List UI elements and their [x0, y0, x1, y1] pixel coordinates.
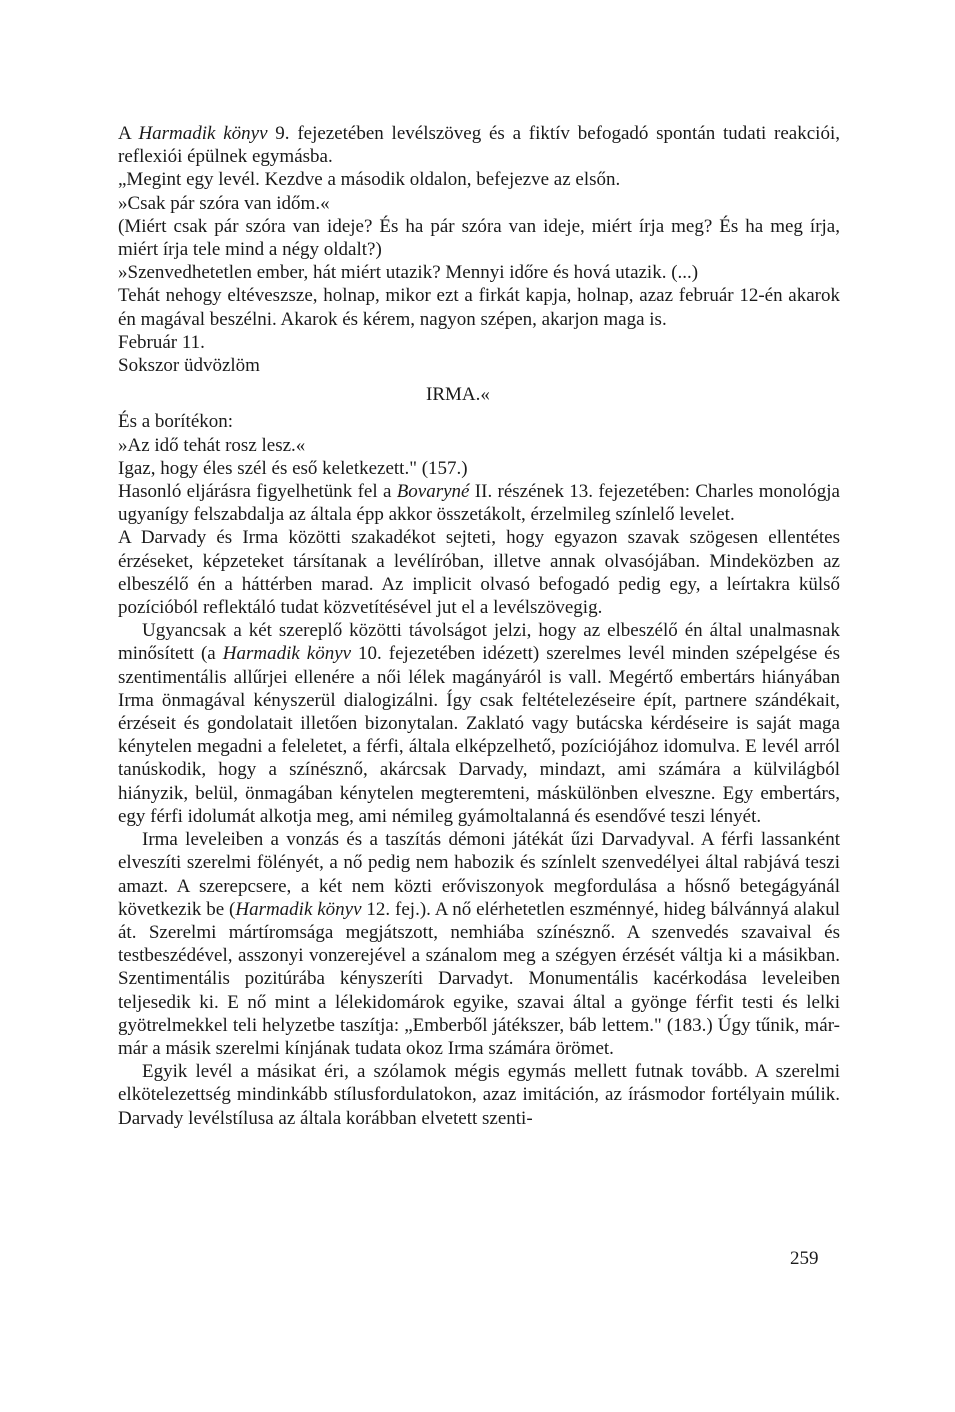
page-number: 259 [790, 1248, 819, 1269]
paragraph: „Megint egy levél. Kezdve a második oldalon, befejezve az elsőn. [118, 169, 621, 191]
italic-title: Harmadik könyv [138, 123, 268, 144]
letter-closing: Sokszor üdvözlöm [118, 355, 260, 377]
paragraph: »Az idő tehát rosz lesz.« [118, 434, 306, 456]
paragraph: (Miért csak pár szóra van ideje? És ha pár szóra van ideje, miért írja meg? És ha meg írja, miért írja tele mind a négy oldalt?) [118, 215, 840, 261]
paragraph: Tehát nehogy eltéveszsze, holnap, mikor ezt a firkát kapja, holnap, azaz február 12-én akarok én magával beszélni. Akarok és kérem, nagyon szépen, akarjon maga is. [118, 285, 840, 330]
paragraph: És a borítékon: [118, 411, 234, 433]
italic-title: Bovaryné [396, 481, 470, 503]
italic-title: Harmadik könyv [222, 643, 352, 665]
italic-title: Harmadik könyv [235, 898, 362, 920]
paragraph: Egyik levél a másikat éri, a szólamok mégis egymás mellett futnak tovább. A szerelmi elkötelezettség mindinkább stílusfordulatokon, azaz imitáción, az írásmodor fortélyain múlik. Darvady levélstílusa az általa korábban elvetett szenti- [118, 1061, 840, 1129]
paragraph: A Harmadik könyv 9. fejezetében levélszöveg és a fiktív befogadó spontán tudati reakciói, reflexiói épülnek egymásba. [118, 123, 840, 168]
paragraph: »Csak pár szóra van időm.« [118, 192, 330, 214]
paragraph: A Darvady és Irma közötti szakadékot sejteti, hogy egyazon szavak szögesen ellentétes érzéseket, képzeteket társítanak a levélíróban, illetve annak olvasójában. Mindeközben az elbeszélő én a háttérben marad. Az implicit olvasó befogadó pedig egy, a leírtakra külső pozícióból reflektáló tudat közvetítésével jut el a levélszövegig. [118, 527, 840, 619]
paragraph: Hasonló eljárásra figyelhetünk fel a Bovaryné II. részének 13. fejezetében: Charles monológja ugyanígy felszabdalja az általa épp akkor összetákolt, érzelmileg színlelő levelet. [118, 481, 840, 526]
paragraph: Ugyancsak a két szereplő közötti távolságot jelzi, hogy az elbeszélő én által unalmasnak minősített (a Harmadik könyv 10. fejezetében idézett) szerelmes levél minden szépelgése és szentimentális allűrjei ellenére a női lélek magányáról is vall. Megértő embertárs hiányában Irma önmagával kényszerül dialogizálni. Így csak feltételezéseire épít, partnere szándékait, érzéseit és gondolatait illetően bizonytalan. Zaklató vagy butácska kérdéseire is saját maga kénytelen megadni a feleletet, a férfi, általa elképzelhető, pozíciójához idomulva. E levél arról tanúskodik, hogy a színésznő, akárcsak Darvady, mindazt, ami számára a külvilágból hiányzik, belül, önmagában kénytelen megteremteni, máskülönben elveszne. Egy embertárs, egy férfi idolumát alkotja meg, ami némileg gyámoltalanná és esendővé teszi lényét. [118, 620, 841, 827]
paragraph: »Szenvedhetetlen ember, hát miért utazik? Mennyi időre és hová utazik. (...) [118, 262, 699, 284]
letter-signature: IRMA.« [426, 384, 490, 406]
paragraph: Igaz, hogy éles szél és eső keletkezett." (157.) [118, 457, 468, 479]
paragraph: Irma leveleiben a vonzás és a taszítás démoni játékát űzi Darvadyval. A férfi lassanként elveszíti szerelmi fölényét, a nő pedig nem habozik és színlelt szenvedélyei által rabjává teszi amazt. A szerepcsere, a két nem közti erőviszonyok megfordulása a hősnő betegágyánál következik be (Harmadik könyv 12. fej.). A nő elérhetetlen eszménnyé, hideg bálvánnyá alakul át. Szerelmi mártíromsága megjátszott, nemhiába színésznő. A szenvedés szavaival és testbeszédével, asszonyi vonzerejével a szánalom meg a szégyen érzését váltja ki a másikban. Szentimentális pozitúrába kényszeríti Darvadyt. Monumentális kacérkodása leveleiben teljesedik ki. E nő mint a lélekidomárok egyike, szavai által a gyönge férfit testi és lelki gyötrelmekkel teli helyzetbe taszítja: „Emberből játékszer, báb lettem." (183.) Úgy tűnik, már-már a másik szerelmi kínjának tudata okoz Irma számára örömet. [118, 829, 841, 1059]
letter-date: Február 11. [118, 331, 205, 353]
body-text [118, 122, 840, 1130]
